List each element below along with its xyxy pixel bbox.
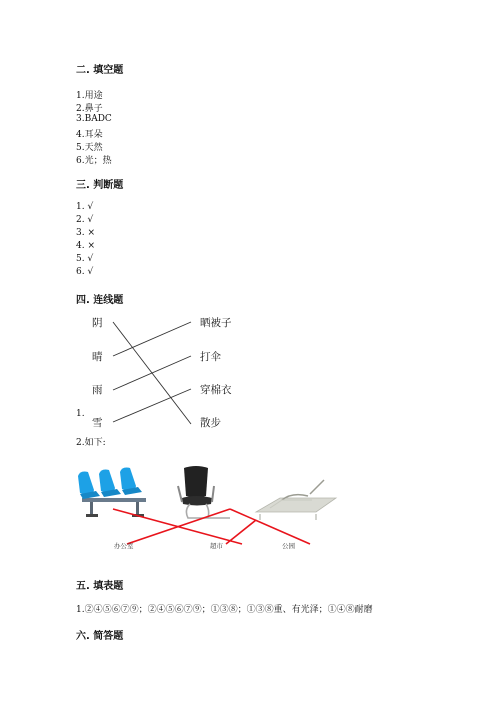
judgement-answer: √ <box>87 267 94 277</box>
judgement-item: 3. × <box>76 228 96 238</box>
judgement-item: 2. √ <box>76 215 94 225</box>
fill-blank-item: 2.鼻子 <box>76 104 103 114</box>
judgement-item: 1. √ <box>76 202 94 212</box>
fill-blank-item: 4.耳朵 <box>76 130 103 140</box>
judgement-answer: × <box>87 241 96 251</box>
match-right-word: 打伞 <box>200 351 221 363</box>
judgement-answer: × <box>87 228 96 238</box>
office-chair-image <box>178 466 230 518</box>
link-line <box>230 509 310 544</box>
judgement-answer: √ <box>87 254 94 264</box>
link-line <box>226 520 256 544</box>
match-left-word: 阴 <box>92 317 103 329</box>
row-seats-image <box>78 468 146 518</box>
fill-blank-item: 5.天然 <box>76 143 103 153</box>
fill-blank-item: 1.用途 <box>76 91 103 101</box>
section-title-matching: 四. 连线题 <box>76 295 124 306</box>
fill-blank-item: 3.BADC <box>76 114 112 124</box>
caption-park: 公园 <box>282 542 295 550</box>
match-right-word: 散步 <box>200 417 221 429</box>
judgement-answer: √ <box>87 215 94 225</box>
fill-blank-item: 6.光；热 <box>76 156 112 166</box>
judgement-item: 4. × <box>76 241 96 251</box>
match-left-word: 雪 <box>92 417 103 429</box>
question-number: 2.如下: <box>76 438 106 448</box>
section-title-judgement: 三. 判断题 <box>76 180 124 191</box>
judgement-item: 6. √ <box>76 267 94 277</box>
caption-supermarket: 超市 <box>210 542 223 550</box>
caption-office: 办公室 <box>114 542 134 550</box>
match-left-word: 雨 <box>92 384 103 396</box>
section-title-fill-blank: 二. 填空题 <box>76 65 124 76</box>
match-left-word: 晴 <box>92 351 103 363</box>
question-number: 1. <box>76 409 85 419</box>
section-title-table-fill: 五. 填表题 <box>76 581 124 592</box>
park-bench-image <box>256 480 336 520</box>
table-fill-answer: 1.②④⑤⑥⑦⑨；②④⑤⑥⑦⑨；①③⑧；①③⑧重、有光泽；①④⑧耐磨 <box>76 605 373 615</box>
judgement-item: 5. √ <box>76 254 94 264</box>
judgement-answer: √ <box>87 202 94 212</box>
match-right-word: 晒被子 <box>200 317 232 329</box>
section-title-short-answer: 六. 简答题 <box>76 631 124 642</box>
match-right-word: 穿棉衣 <box>200 384 232 396</box>
